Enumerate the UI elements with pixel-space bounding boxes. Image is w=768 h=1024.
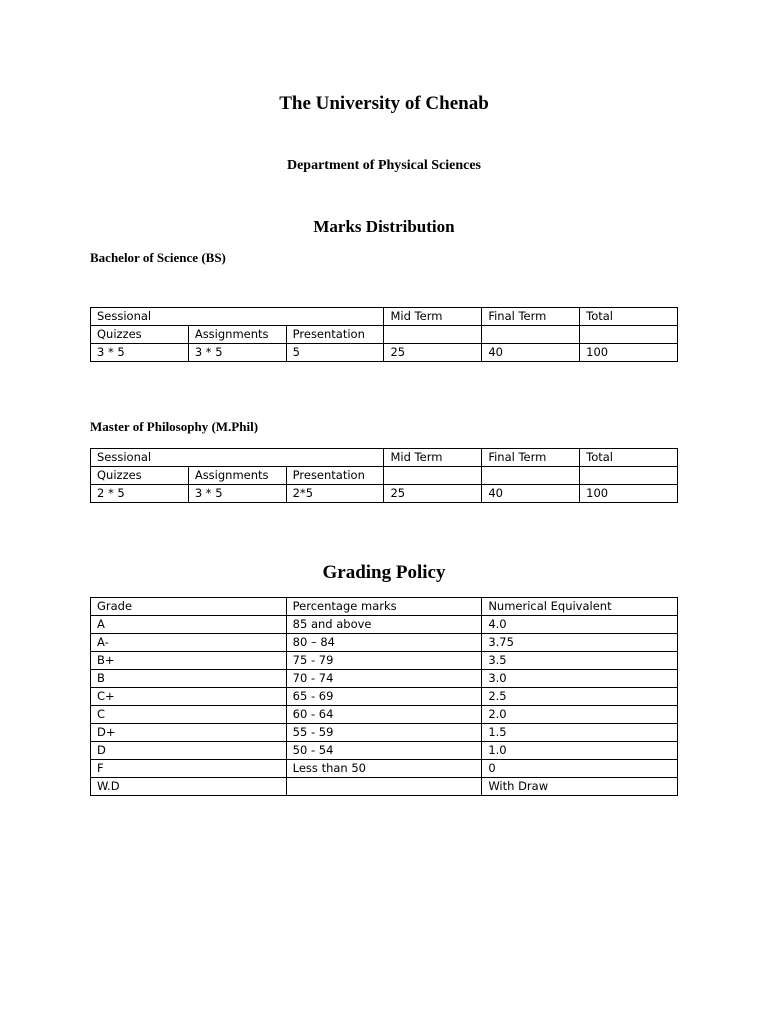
table-cell: Mid Term <box>384 308 482 326</box>
table-row <box>91 616 678 634</box>
grade-cell: W.D <box>91 778 287 796</box>
table-cell: Total <box>580 449 678 467</box>
table-cell: 40 <box>482 344 580 362</box>
equivalent-cell: 1.0 <box>482 742 678 760</box>
equivalent-cell: 1.5 <box>482 724 678 742</box>
table-row <box>91 485 678 503</box>
grade-cell: A <box>91 616 287 634</box>
percentage-cell: 70 - 74 <box>286 670 482 688</box>
table-row <box>91 778 678 796</box>
percentage-cell: 50 - 54 <box>286 742 482 760</box>
table-cell: 3 * 5 <box>188 485 286 503</box>
table-cell <box>580 467 678 485</box>
table-row <box>91 344 678 362</box>
table-cell: Final Term <box>482 449 580 467</box>
table-cell <box>482 326 580 344</box>
grade-cell: D <box>91 742 287 760</box>
table-row <box>91 706 678 724</box>
table-cell: Quizzes <box>91 326 189 344</box>
table-cell: 2 * 5 <box>91 485 189 503</box>
table-row <box>91 326 678 344</box>
table-row <box>91 449 678 467</box>
equivalent-cell: 3.0 <box>482 670 678 688</box>
marks-distribution-heading: Marks Distribution <box>313 217 455 236</box>
equivalent-cell: 3.5 <box>482 652 678 670</box>
table-cell: Assignments <box>188 326 286 344</box>
grade-cell: B <box>91 670 287 688</box>
table-header-row <box>91 598 678 616</box>
table-cell: 25 <box>384 485 482 503</box>
equivalent-cell: 2.5 <box>482 688 678 706</box>
table-row <box>91 688 678 706</box>
bs-program-label: Bachelor of Science (BS) <box>90 250 226 265</box>
mphil-marks-table <box>90 448 678 503</box>
mphil-program-label: Master of Philosophy (M.Phil) <box>90 419 259 434</box>
table-row <box>91 724 678 742</box>
percentage-cell: Less than 50 <box>286 760 482 778</box>
table-header-cell: Grade <box>91 598 287 616</box>
table-row <box>91 670 678 688</box>
table-cell: 40 <box>482 485 580 503</box>
table-cell: 25 <box>384 344 482 362</box>
grade-cell: C+ <box>91 688 287 706</box>
table-cell: 100 <box>580 485 678 503</box>
equivalent-cell: With Draw <box>482 778 678 796</box>
table-cell: Total <box>580 308 678 326</box>
table-cell: Final Term <box>482 308 580 326</box>
table-header-cell: Percentage marks <box>286 598 482 616</box>
table-row <box>91 634 678 652</box>
equivalent-cell: 2.0 <box>482 706 678 724</box>
table-cell: 3 * 5 <box>188 344 286 362</box>
table-row <box>91 467 678 485</box>
percentage-cell: 55 - 59 <box>286 724 482 742</box>
equivalent-cell: 4.0 <box>482 616 678 634</box>
table-cell: Assignments <box>188 467 286 485</box>
equivalent-cell: 3.75 <box>482 634 678 652</box>
table-cell: 100 <box>580 344 678 362</box>
university-title: The University of Chenab <box>279 93 489 114</box>
table-cell: 5 <box>286 344 384 362</box>
percentage-cell: 65 - 69 <box>286 688 482 706</box>
table-cell <box>482 467 580 485</box>
grade-cell: C <box>91 706 287 724</box>
percentage-cell: 85 and above <box>286 616 482 634</box>
grading-policy-heading: Grading Policy <box>322 562 446 583</box>
percentage-cell <box>286 778 482 796</box>
table-cell: Sessional <box>91 449 384 467</box>
table-cell <box>580 326 678 344</box>
table-cell: Mid Term <box>384 449 482 467</box>
percentage-cell: 60 - 64 <box>286 706 482 724</box>
table-cell: Sessional <box>91 308 384 326</box>
table-row <box>91 308 678 326</box>
table-cell: 2*5 <box>286 485 384 503</box>
grade-cell: B+ <box>91 652 287 670</box>
grading-policy-table <box>90 597 678 796</box>
bs-marks-table <box>90 307 678 362</box>
table-row <box>91 760 678 778</box>
table-header-cell: Numerical Equivalent <box>482 598 678 616</box>
grade-cell: F <box>91 760 287 778</box>
table-row <box>91 742 678 760</box>
percentage-cell: 75 - 79 <box>286 652 482 670</box>
table-cell: Presentation <box>286 467 384 485</box>
grade-cell: A- <box>91 634 287 652</box>
department-name: Department of Physical Sciences <box>286 158 482 173</box>
table-cell <box>384 467 482 485</box>
table-cell: 3 * 5 <box>91 344 189 362</box>
percentage-cell: 80 – 84 <box>286 634 482 652</box>
equivalent-cell: 0 <box>482 760 678 778</box>
table-row <box>91 652 678 670</box>
table-cell: Presentation <box>286 326 384 344</box>
table-cell: Quizzes <box>91 467 189 485</box>
table-cell <box>384 326 482 344</box>
grade-cell: D+ <box>91 724 287 742</box>
